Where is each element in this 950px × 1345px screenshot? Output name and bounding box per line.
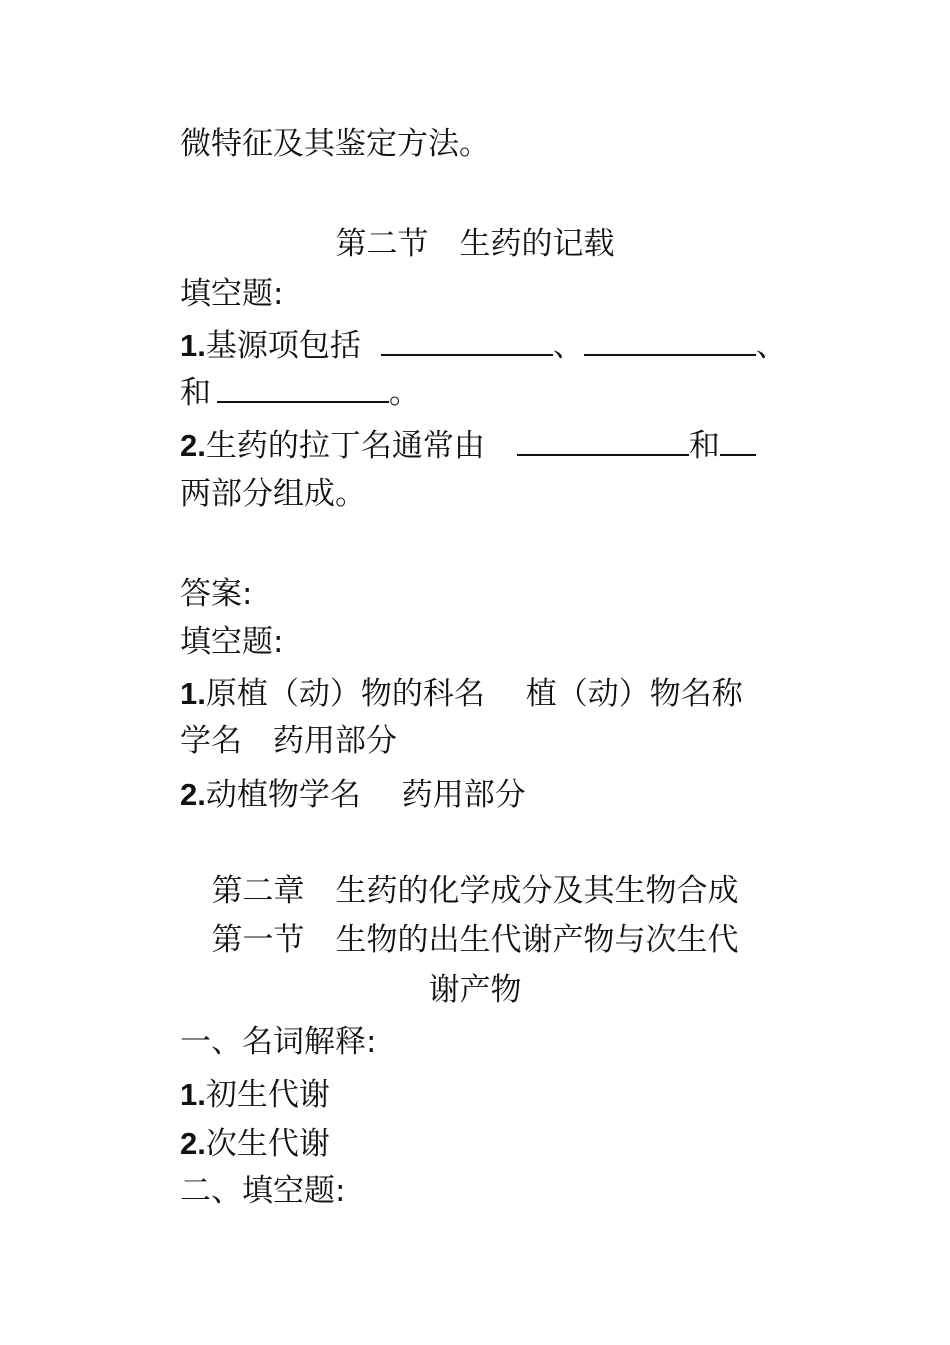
answer-1-cont: 学名 药用部分 — [180, 723, 397, 759]
answer-2 — [180, 777, 526, 813]
fill-heading: 填空题: — [180, 624, 284, 660]
question-text: 基源项包括 — [205, 328, 361, 364]
question-1-cont — [180, 375, 420, 411]
terms-heading: 一、名词解释: — [180, 1024, 377, 1060]
term-text: 初生代谢 — [205, 1077, 330, 1113]
term-2 — [180, 1126, 330, 1162]
question-number: 1. — [180, 328, 206, 363]
question-2 — [180, 428, 756, 464]
question-text: 和 — [688, 428, 720, 464]
term-number: 1. — [180, 1077, 206, 1112]
text-line: 微特征及其鉴定方法。 — [180, 126, 490, 162]
chapter-title: 第二章 生药的化学成分及其生物合成 — [211, 873, 739, 909]
question-text: 和 — [180, 375, 211, 411]
fill-heading: 二、填空题: — [180, 1173, 346, 1209]
answer-heading: 答案: — [180, 576, 253, 612]
answer-text: 动植物学名 药用部分 — [205, 777, 526, 813]
question-1 — [180, 328, 787, 364]
separator: 。 — [389, 375, 420, 411]
answer-blank — [517, 428, 689, 456]
fill-heading: 填空题: — [180, 276, 284, 312]
answer-blank — [217, 375, 389, 403]
question-text: 生药的拉丁名通常由 — [205, 428, 485, 464]
section-title: 第二节 生药的记载 — [335, 226, 615, 262]
answer-text: 原植（动）物的科名 植（动）物名称 — [205, 676, 743, 712]
section-title: 第一节 生物的出生代谢产物与次生代 — [211, 922, 739, 958]
term-text: 次生代谢 — [205, 1126, 330, 1162]
question-number: 2. — [180, 428, 206, 463]
answer-number: 2. — [180, 777, 206, 812]
answer-blank — [584, 328, 756, 356]
term-1 — [180, 1077, 330, 1113]
section-title-cont: 谢产物 — [428, 972, 522, 1008]
answer-blank — [381, 328, 553, 356]
term-number: 2. — [180, 1126, 206, 1161]
answer-1 — [180, 676, 743, 712]
separator: 、 — [755, 328, 787, 364]
separator: 、 — [552, 328, 584, 364]
answer-blank — [720, 428, 756, 456]
answer-number: 1. — [180, 676, 206, 711]
question-2-cont: 两部分组成。 — [180, 476, 366, 512]
